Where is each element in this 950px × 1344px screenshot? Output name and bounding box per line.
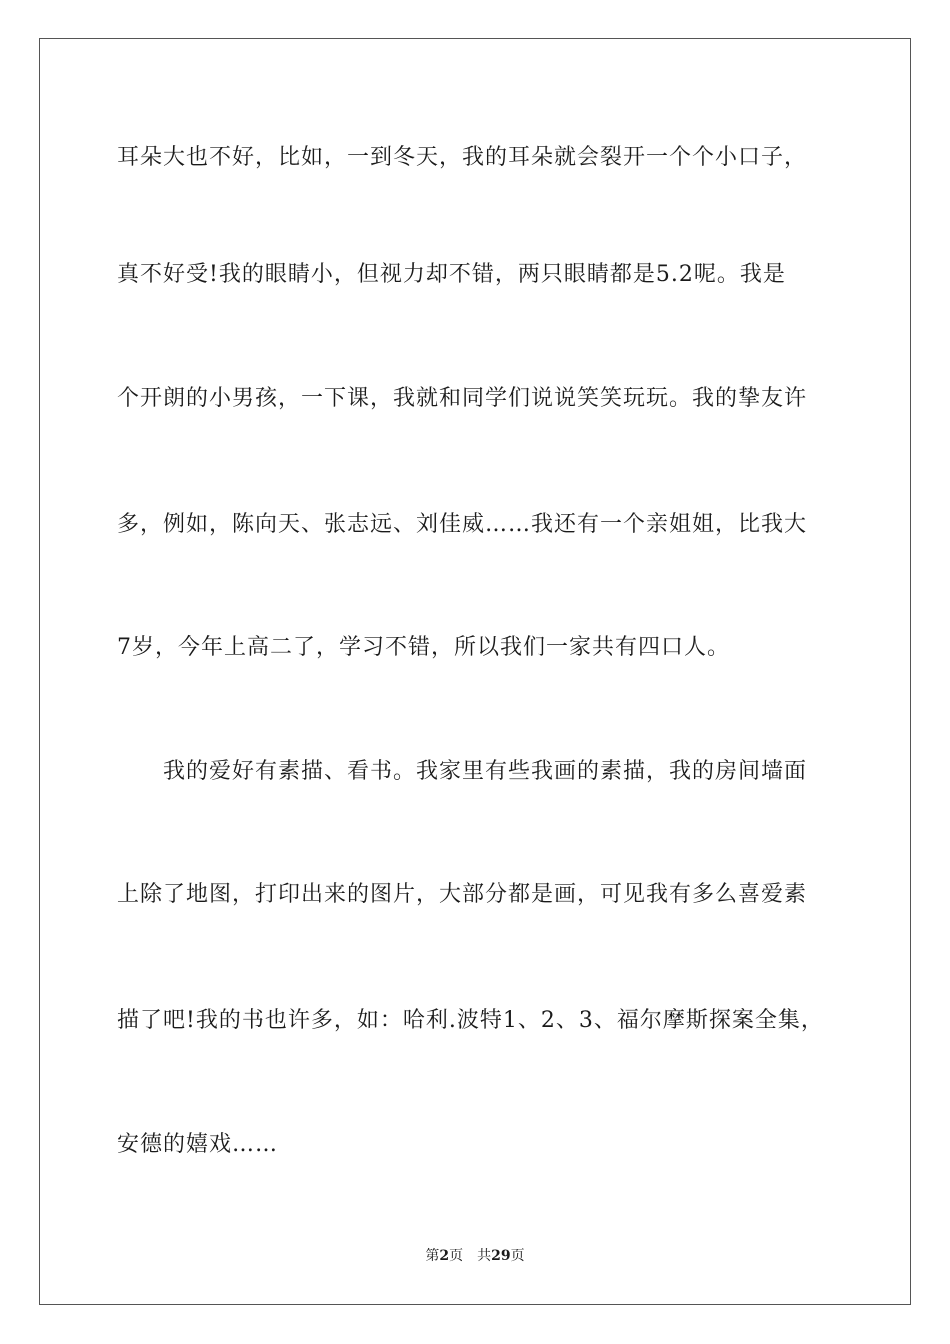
text-line-6: 我的爱好有素描、看书。我家里有些我画的素描，我的房间墙面 bbox=[117, 759, 808, 784]
footer-page-number: 2 bbox=[439, 1248, 450, 1264]
page-footer bbox=[0, 1246, 950, 1266]
footer-total-pages: 29 bbox=[491, 1248, 511, 1264]
page-border bbox=[39, 38, 911, 1305]
text-line-9: 安德的嬉戏…… bbox=[117, 1132, 279, 1157]
footer-page-prefix: 第 bbox=[425, 1248, 440, 1264]
text-line-4: 多，例如，陈向天、张志远、刘佳威……我还有一个亲姐姐，比我大 bbox=[117, 512, 808, 537]
text-line-2: 真不好受!我的眼睛小，但视力却不错，两只眼睛都是5.2呢。我是 bbox=[117, 262, 786, 287]
text-line-7: 上除了地图，打印出来的图片，大部分都是画，可见我有多么喜爱素 bbox=[117, 882, 808, 907]
footer-total-prefix: 共 bbox=[477, 1248, 492, 1264]
footer-page-unit: 页 bbox=[449, 1248, 464, 1264]
text-line-1: 耳朵大也不好，比如，一到冬天，我的耳朵就会裂开一个个小口子， bbox=[117, 145, 808, 170]
footer-total-unit: 页 bbox=[510, 1248, 525, 1264]
text-line-5: 7岁，今年上高二了，学习不错，所以我们一家共有四口人。 bbox=[117, 635, 730, 660]
text-line-3: 个开朗的小男孩，一下课，我就和同学们说说笑笑玩玩。我的挚友许 bbox=[117, 386, 808, 411]
text-line-8: 描了吧!我的书也许多，如：哈利.波特1、2、3、福尔摩斯探案全集， bbox=[117, 1008, 824, 1033]
